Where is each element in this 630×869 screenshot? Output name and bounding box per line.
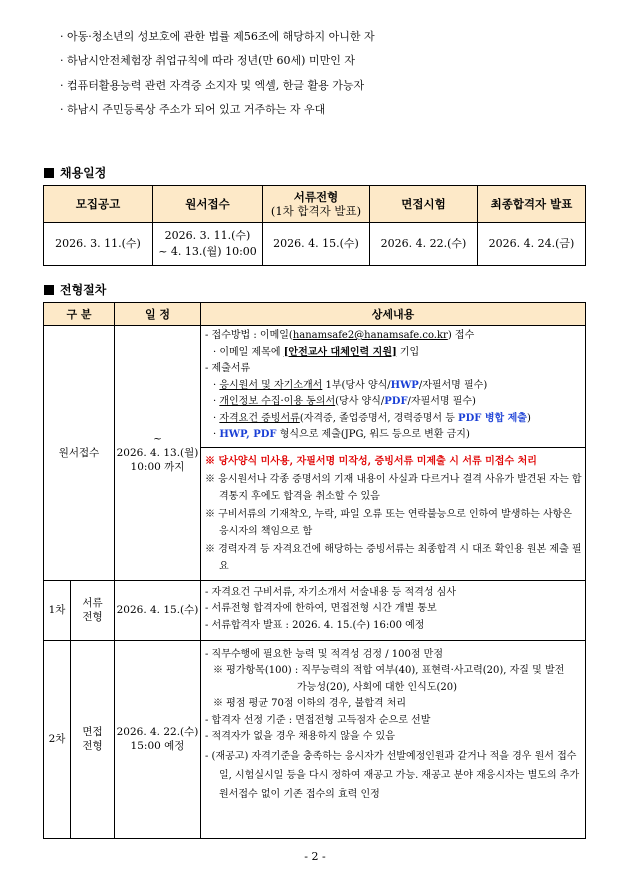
detail-line: - 접수방법 : 이메일(hanamsafe2@hanamsafe.co.kr) 접수	[205, 330, 475, 341]
list-item: · 하남시안전체험장 취업규칙에 따라 정년(만 60세) 미만인 자	[60, 54, 355, 68]
detail-cell	[201, 326, 586, 581]
detail-line: - 적격자가 없을 경우 채용하지 않을 수 있음	[205, 731, 395, 742]
stage-label: 원서접수	[44, 326, 115, 581]
header-cell: 일 정	[115, 303, 201, 326]
stage-number: 2차	[44, 640, 71, 838]
eligibility-list	[60, 27, 375, 125]
page-number: - 2 -	[304, 850, 326, 863]
detail-line: · HWP, PDF 형식으로 제출(JPG, 워드 등으로 변환 금지)	[213, 429, 470, 440]
table-cell: 2026. 3. 11.(수)	[44, 223, 153, 266]
table-header-row	[44, 303, 586, 326]
detail-cell	[201, 640, 586, 838]
note: ※ 구비서류의 기재착오, 누락, 파일 오류 또는 연락불능으로 인하여 발생하는 사항은 응시자의 책임으로 함	[205, 508, 572, 537]
detail-line: 가능성(20), 사회에 대한 인식도(20)	[297, 681, 458, 693]
warning-note: ※ 당사양식 미사용, 자필서명 미작성, 증빙서류 미제출 시 서류 미접수 처리	[205, 455, 537, 467]
table-cell: 2026. 4. 15.(수)	[263, 223, 370, 266]
note: ※ 경력자격 등 자격요건에 해당하는 증빙서류는 최종합격 시 대조 확인용 원본 제출 필요	[205, 543, 582, 572]
header-cell: 면접시험	[370, 186, 478, 223]
header-cell: 원서접수	[153, 186, 263, 223]
header-cell: 최종합격자 발표	[478, 186, 586, 223]
notes-block	[201, 447, 585, 575]
table-row	[44, 326, 586, 581]
list-item: · 컴퓨터활용능력 관련 자격증 소지자 및 엑셀, 한글 활용 가능자	[60, 78, 365, 92]
detail-line: - 서류전형 합격자에 한하여, 면접전형 시간 개별 통보	[205, 603, 437, 614]
detail-line: - 직무수행에 필요한 능력 및 적격성 검정 / 100점 만점	[205, 648, 443, 660]
detail-line: ※ 평가항목(100) : 직무능력의 적합 여부(40), 표현력·사고력(20), 자질 및 발전	[213, 665, 565, 676]
detail-line: - 자격요건 구비서류, 자기소개서 서술내용 등 적격성 심사	[205, 586, 456, 598]
header-cell: 모집공고	[44, 186, 153, 223]
schedule-section-title: 채용일정	[44, 164, 106, 181]
stage-label: 면접 전형	[71, 640, 115, 838]
detail-line: · 이메일 제목에 [안전교사 대체인력 지원] 기입	[213, 346, 420, 358]
table-row	[44, 580, 586, 640]
detail-cell	[201, 580, 586, 640]
schedule-table	[43, 185, 586, 266]
detail-line: - 합격자 선정 기준 : 면접전형 고득점자 순으로 선발	[205, 714, 431, 726]
detail-line: · 개인정보 수집·이용 동의서(당사 양식/PDF/자필서명 필수)	[213, 396, 476, 407]
detail-line: - 제출서류	[205, 363, 251, 374]
schedule-cell: ~ 2026. 4. 13.(월) 10:00 까지	[115, 326, 201, 581]
schedule-cell: 2026. 4. 15.(수)	[115, 580, 201, 640]
process-section-title: 전형절차	[44, 281, 106, 298]
list-item: · 하남시 주민등록상 주소가 되어 있고 거주하는 자 우대	[60, 103, 326, 117]
header-cell: 서류전형 (1차 합격자 발표)	[263, 186, 370, 223]
note: ※ 응시원서나 각종 증명서의 기재 내용이 사실과 다르거나 결격 사유가 발견된 자는 합격통지 후에도 합격을 취소할 수 있음	[205, 473, 582, 502]
detail-line: · 자격요건 증빙서류(자격증, 졸업증명서, 경력증명서 등 PDF 병합 제출)	[213, 412, 531, 424]
table-row	[44, 223, 586, 266]
table-cell: 2026. 3. 11.(수) ~ 4. 13.(월) 10:00	[153, 223, 263, 266]
table-cell: 2026. 4. 22.(수)	[370, 223, 478, 266]
list-item: · 아동·청소년의 성보호에 관한 법률 제56조에 해당하지 아니한 자	[60, 30, 375, 43]
stage-number: 1차	[44, 580, 71, 640]
header-cell: 구 분	[44, 303, 115, 326]
detail-line: ※ 평점 평균 70점 이하의 경우, 불합격 처리	[213, 698, 407, 709]
detail-line: · 응시원서 및 자기소개서 1부(당사 양식/HWP/자필서명 필수)	[213, 379, 488, 391]
detail-line: - (재공고) 자격기준을 충족하는 응시자가 선발예정인원과 같거나 적을 경우 원서 접수일, 시험실시일 등을 다시 정하여 재공고 가능. 재공고 분야 재응시자는 별도의 추가 원서접수 없이 기존 접수의 효력 인정	[205, 750, 580, 800]
header-cell: 상세내용	[201, 303, 586, 326]
square-bullet-icon	[44, 285, 54, 295]
process-table	[43, 302, 586, 839]
stage-label: 서류 전형	[71, 580, 115, 640]
detail-line: - 서류합격자 발표 : 2026. 4. 15.(수) 16:00 예정	[205, 619, 425, 631]
email-link[interactable]: hanamsafe2@hanamsafe.co.kr	[292, 330, 448, 341]
table-header-row	[44, 186, 586, 223]
table-row	[44, 640, 586, 838]
schedule-cell: 2026. 4. 22.(수) 15:00 예정	[115, 640, 201, 838]
square-bullet-icon	[44, 168, 54, 178]
table-cell: 2026. 4. 24.(금)	[478, 223, 586, 266]
